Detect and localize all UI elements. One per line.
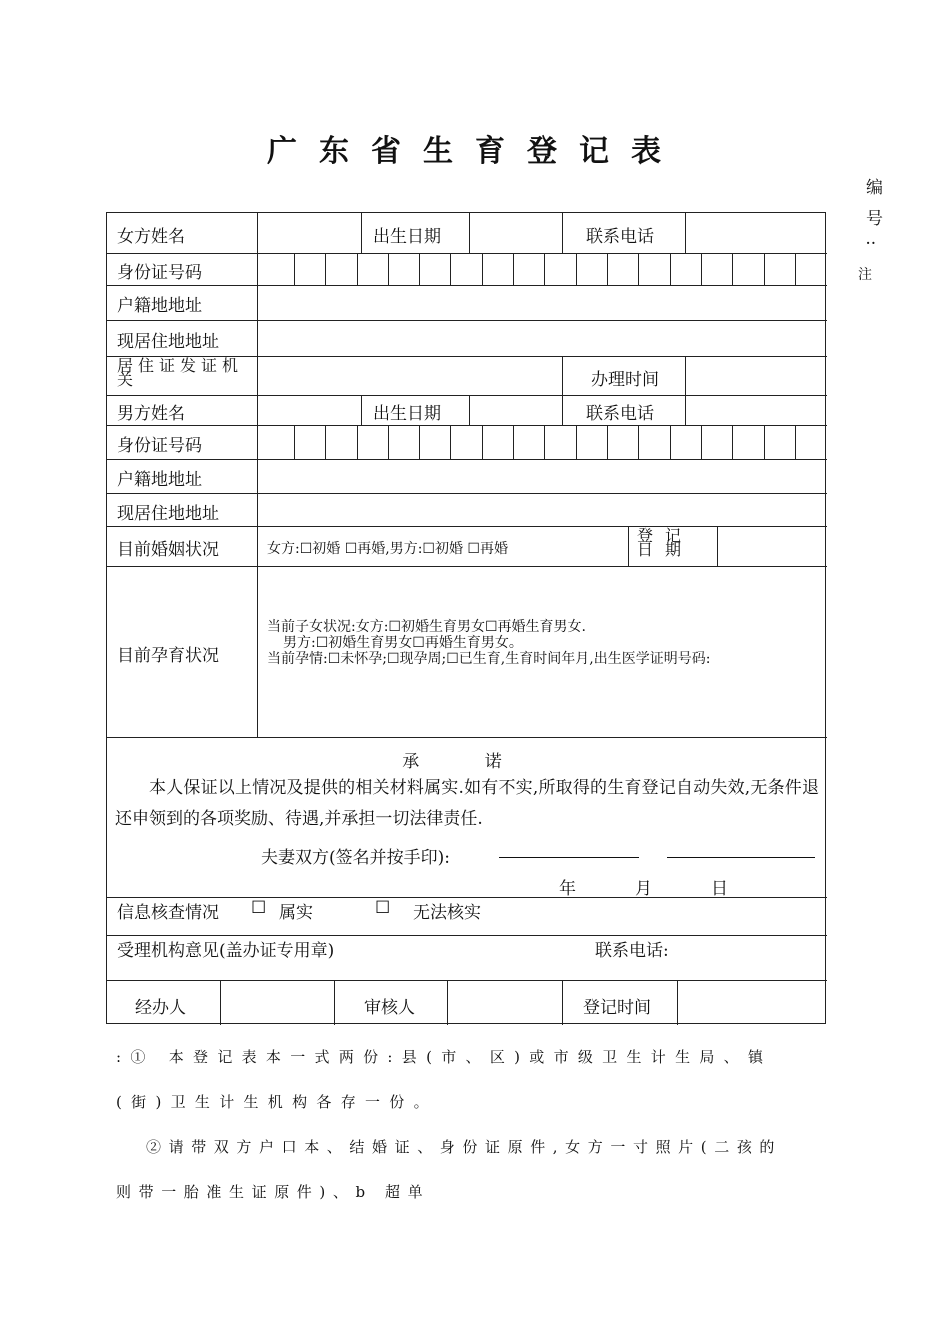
side-note-mark: 注 bbox=[858, 266, 872, 283]
permit-issuer-label: 居住证发证机关 bbox=[117, 356, 244, 389]
handle-time-label: 办理时间 bbox=[591, 370, 659, 390]
male-hukou-label: 户籍地地址 bbox=[117, 470, 202, 490]
note-1-line-1: :① 本登记表本一式两份:县(市、区)或市级卫生计生局、镇 bbox=[116, 1048, 773, 1066]
fertility-status-label: 目前孕育状况 bbox=[117, 646, 219, 666]
agency-phone-label: 联系电话: bbox=[595, 941, 669, 961]
signature-line-1[interactable] bbox=[499, 857, 639, 858]
fertility-children-male: 男方:☐初婚生育男女☐再婚生育男女。 bbox=[283, 635, 523, 651]
note-2-line-1: ②请带双方户口本、结婚证、身份证原件,女方一寸照片(二孩的 bbox=[146, 1138, 783, 1156]
serial-number-text: 编号: bbox=[862, 178, 882, 260]
marital-options[interactable]: 女方:☐初婚 ☐再婚,男方:☐初婚 ☐再婚 bbox=[267, 541, 508, 557]
pledge-heading: 承 诺 bbox=[402, 752, 532, 772]
signature-label: 夫妻双方(签名并按手印): bbox=[261, 848, 450, 868]
male-name-label: 男方姓名 bbox=[117, 404, 185, 424]
female-phone-label: 联系电话 bbox=[586, 227, 654, 247]
page-title: 广东省生育登记表 bbox=[267, 134, 683, 169]
fertility-children-female: 当前子女状况:女方:☐初婚生育男女☐再婚生育男女. bbox=[267, 619, 586, 635]
female-residence-label: 现居住地地址 bbox=[117, 332, 219, 352]
serial-number-label bbox=[858, 178, 882, 289]
verify-unverifiable-label: 无法核实 bbox=[413, 903, 481, 923]
agency-opinion-label: 受理机构意见(盖办证专用章) bbox=[117, 941, 335, 961]
signature-line-2[interactable] bbox=[667, 857, 815, 858]
male-residence-label: 现居住地地址 bbox=[117, 504, 219, 524]
verify-label: 信息核查情况 bbox=[117, 903, 219, 923]
handler-label: 经办人 bbox=[135, 998, 186, 1018]
pledge-year: 年 bbox=[559, 879, 576, 899]
note-1-line-2: (街)卫生计生机构各存一份。 bbox=[116, 1093, 438, 1111]
note-2-line-2: 则带一胎准生证原件)、b 超单 bbox=[116, 1183, 431, 1201]
verify-true-checkbox[interactable]: ☐ bbox=[251, 898, 267, 918]
verify-true-label: 属实 bbox=[279, 903, 313, 923]
female-name-label: 女方姓名 bbox=[117, 227, 185, 247]
pledge-body: 本人保证以上情况及提供的相关材料属实.如有不实,所取得的生育登记自动失效,无条件退还申领到的各项奖励、待遇,并承担一切法律责任. bbox=[115, 778, 819, 829]
male-phone-label: 联系电话 bbox=[586, 404, 654, 424]
fertility-details bbox=[267, 619, 822, 667]
reg-time-label: 登记时间 bbox=[583, 998, 651, 1018]
marital-status-label: 目前婚姻状况 bbox=[117, 540, 219, 560]
male-id-label: 身份证号码 bbox=[117, 436, 202, 456]
female-birth-date-label: 出生日期 bbox=[373, 227, 441, 247]
fertility-pregnancy: 当前孕情:☐未怀孕;☐现孕周;☐已生育,生育时间年月,出生医学证明号码: bbox=[267, 651, 711, 667]
registration-form bbox=[106, 212, 826, 1024]
female-hukou-label: 户籍地地址 bbox=[117, 296, 202, 316]
pledge-day: 日 bbox=[711, 879, 728, 899]
reviewer-label: 审核人 bbox=[364, 998, 415, 1018]
pledge-month: 月 bbox=[635, 879, 652, 899]
verify-unverifiable-checkbox[interactable]: ☐ bbox=[375, 898, 391, 918]
male-birth-date-label: 出生日期 bbox=[373, 404, 441, 424]
female-id-label: 身份证号码 bbox=[117, 263, 202, 283]
register-date-label: 登记日期 bbox=[637, 526, 694, 559]
